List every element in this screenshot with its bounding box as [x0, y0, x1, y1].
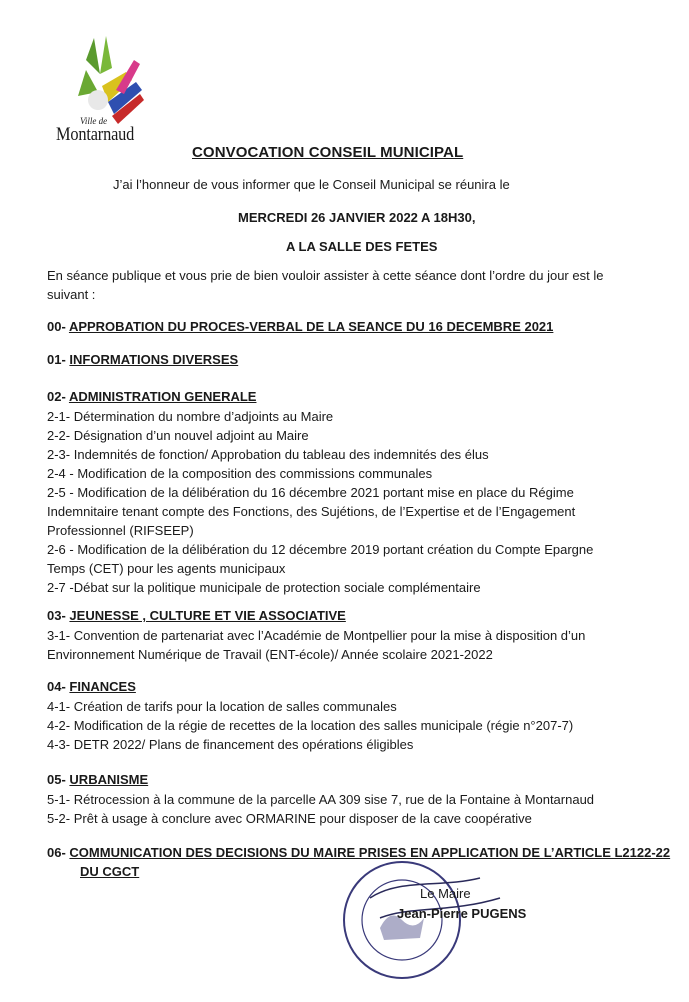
list-item: 2-3- Indemnités de fonction/ Approbation du tableau des indemnités des élus: [47, 447, 489, 462]
logo-small-text: Ville de: [80, 116, 108, 126]
section-number: 05-: [47, 772, 66, 787]
mayor-role: Le Maire: [420, 886, 471, 901]
page-title: CONVOCATION CONSEIL MUNICIPAL: [192, 144, 464, 161]
section-title: COMMUNICATION DES DECISIONS DU MAIRE PRISES EN APPLICATION DE L’ARTICLE L2122-22: [69, 845, 671, 860]
list-item: 2-7 -Débat sur la politique municipale de protection sociale complémentaire: [47, 580, 481, 595]
list-item: 4-2- Modification de la régie de recettes de la location des salles municipale (régie n°207-7): [47, 718, 574, 733]
section-title: INFORMATIONS DIVERSES: [69, 352, 239, 367]
section-02: [47, 389, 256, 404]
list-item: 2-4 - Modification de la composition des commissions communales: [47, 466, 433, 481]
section-number: 04-: [47, 679, 66, 694]
section-number: 06-: [47, 845, 66, 860]
meeting-date: MERCREDI 26 JANVIER 2022 A 18H30,: [238, 210, 476, 225]
section-title: JEUNESSE , CULTURE ET VIE ASSOCIATIVE: [69, 608, 346, 623]
intro-text: J’ai l’honneur de vous informer que le Conseil Municipal se réunira le: [113, 177, 510, 192]
list-item: 2-5 - Modification de la délibération du 16 décembre 2021 portant mise en place du Régime: [47, 485, 574, 500]
section-06-title-line2: DU CGCT: [80, 864, 140, 879]
section-03: [47, 608, 346, 623]
section-00: [47, 319, 553, 334]
list-item: Environnement Numérique de Travail (ENT-école)/ Année scolaire 2021-2022: [47, 647, 493, 662]
list-item: 5-2- Prêt à usage à conclure avec ORMARINE pour disposer de la cave coopérative: [47, 811, 532, 826]
list-item: Professionnel (RIFSEEP): [47, 523, 194, 538]
list-item: 2-1- Détermination du nombre d’adjoints au Maire: [47, 409, 334, 424]
list-item: Temps (CET) pour les agents municipaux: [47, 561, 286, 576]
section-01: [47, 352, 238, 367]
logo-name: Montarnaud: [56, 124, 135, 145]
list-item: 4-3- DETR 2022/ Plans de financement des opérations éligibles: [47, 737, 414, 752]
mairie-stamp-icon: [340, 858, 510, 988]
section-number: 01-: [47, 352, 66, 367]
meeting-place: A LA SALLE DES FETES: [286, 239, 438, 254]
list-item: 3-1- Convention de partenariat avec l’Académie de Montpellier pour la mise à disposition d’un: [47, 628, 586, 643]
list-item: 5-1- Rétrocession à la commune de la parcelle AA 309 sise 7, rue de la Fontaine à Montarnaud: [47, 792, 595, 807]
section-05: [47, 772, 148, 787]
section-title: APPROBATION DU PROCES-VERBAL DE LA SEANCE DU 16 DECEMBRE 2021: [68, 319, 554, 334]
session-text-1: En séance publique et vous prie de bien vouloir assister à cette séance dont l’ordre du jour est le: [47, 268, 604, 283]
list-item: 2-6 - Modification de la délibération du 12 décembre 2019 portant création du Compte Epargne: [47, 542, 594, 557]
mayor-name: Jean-Pierre PUGENS: [397, 906, 527, 921]
section-number: 02-: [47, 389, 66, 404]
section-title: ADMINISTRATION GENERALE: [68, 389, 257, 404]
section-title: FINANCES: [69, 679, 136, 694]
list-item: 2-2- Désignation d’un nouvel adjoint au Maire: [47, 428, 309, 443]
section-title: URBANISME: [69, 772, 149, 787]
section-number: 03-: [47, 608, 66, 623]
list-item: Indemnitaire tenant compte des Fonctions, des Sujétions, de l’Expertise et de l’Engagement: [47, 504, 576, 519]
section-04: [47, 679, 136, 694]
session-text-2: suivant :: [47, 287, 96, 302]
list-item: 4-1- Création de tarifs pour la location de salles communales: [47, 699, 397, 714]
section-number: 00-: [47, 319, 66, 334]
